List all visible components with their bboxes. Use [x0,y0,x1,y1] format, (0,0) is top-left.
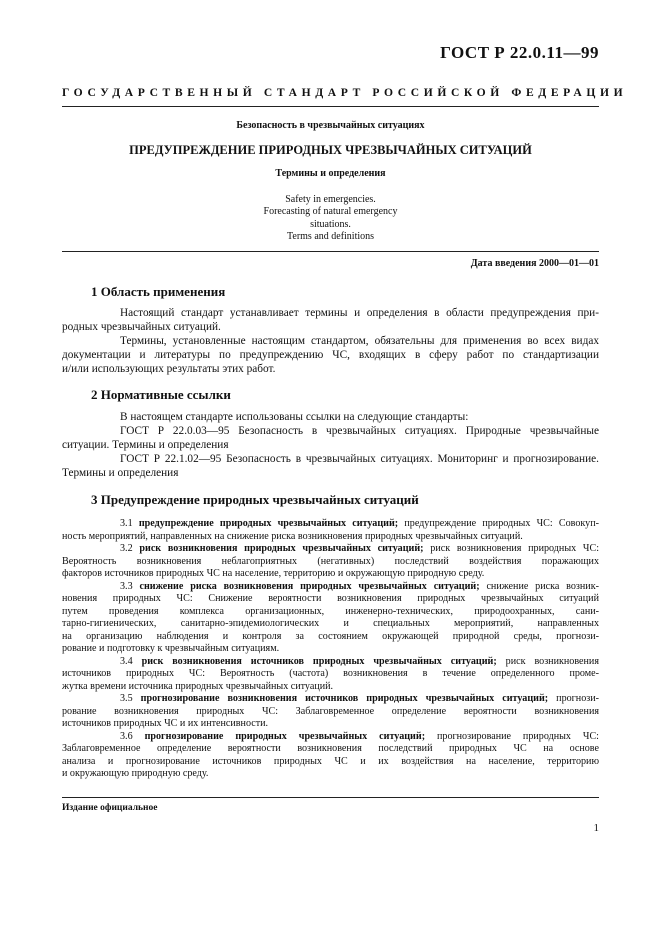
section1-body [62,307,599,377]
date-introduction: Дата введения 2000—01—01 [470,258,599,269]
term-line [62,581,599,594]
text-line: В настоящем стандарте использованы ссылки на следующие стандарты: [120,411,469,423]
term-line [62,693,599,706]
text-line: тарно-гигиенических, санитарно-эпидемиологических и специальных мероприятий, направленных [62,618,599,629]
text-line: документации и литературы по предупреждению ЧС, входящих в сферу работ по стандартизации [62,348,599,361]
term-number: 3.5 [120,693,133,704]
main-title: ПРЕДУПРЕЖДЕНИЕ ПРИРОДНЫХ ЧРЕЗВЫЧАЙНЫХ СИТУАЦИЙ [129,143,532,157]
text-line: и окружающую природную среду. [62,768,209,779]
term-name: снижение риска возникновения природных чрезвычайных ситуаций; [139,580,480,592]
text-line: ность мероприятий, направленных на снижение риска возникновения природных чрезвычайных ситуаций. [62,530,523,542]
english-title [62,194,599,244]
term-text: риск возникновения [505,655,599,667]
term-number: 3.4 [120,655,133,667]
term-text: риск возникновения природных ЧС: [430,543,600,554]
text-line: Термины, установленные настоящим стандартом, обязательны для применения во всех видах [120,334,599,347]
term-line [62,543,599,556]
text-line: путем проведения комплекса организационных, инженерно-технических, природоохранных, сани- [62,605,599,617]
term-number: 3.6 [120,730,133,742]
term-name: риск возникновения источников природных чрезвычайных ситуаций; [141,655,497,667]
header-rule [62,106,599,107]
text-line: новения природных ЧС: Снижение вероятности возникновения природных чрезвычайных ситуаций [62,593,599,604]
text-line: ситуации. Термины и определения [62,438,229,451]
text-line: источников природных ЧС: Вероятность (частота) возникновения в течение определенного проме- [62,668,599,679]
term-text: предупреждение природных ЧС: Совокуп- [404,518,599,529]
english-title-line: Terms and definitions [286,231,375,243]
footer-rule [62,797,599,798]
text-line: источников природных ЧС и их интенсивности. [62,718,269,729]
english-title-line: Forecasting of natural emergency [263,206,398,218]
gost-number: ГОСТ Р 22.0.11—99 [440,43,599,62]
section3-body [62,518,599,781]
text-line: Заблаговременное определение вероятности возникновения последствий природных ЧС на основе [62,743,599,754]
date-rule [62,251,599,252]
section3-heading: 3 Предупреждение природных чрезвычайных ситуаций [91,492,419,507]
term-text: снижение риска возник- [486,580,599,592]
text-line: ГОСТ Р 22.1.02—95 Безопасность в чрезвычайных ситуациях. Мониторинг и прогнозирование. [120,452,599,465]
term-number: 3.2 [120,543,133,554]
section2-body [62,411,599,481]
section2-heading: 2 Нормативные ссылки [91,387,231,402]
term-line [62,731,599,744]
term-name: риск возникновения природных чрезвычайных ситуаций; [139,543,424,554]
text-line: жутка времени источника природных чрезвычайных ситуаций. [62,680,334,692]
series-title: Безопасность в чрезвычайных ситуациях [236,120,425,131]
subtitle: Термины и определения [275,168,386,179]
term-name: прогнозирование возникновения источников природных чрезвычайных ситуаций; [140,693,549,704]
term-number: 3.1 [120,518,133,529]
official-edition-note: Издание официальное [62,803,158,813]
term-line [62,656,599,669]
text-line: факторов источников природных ЧС на население, территорию и окружающую природную среду. [62,568,485,579]
section1-heading: 1 Область применения [91,284,226,299]
english-title-line: Safety in emergencies. [285,194,376,205]
state-standard-banner: ГОСУДАРСТВЕННЫЙ СТАНДАРТ РОССИЙСКОЙ ФЕДЕРАЦИИ [62,86,628,99]
text-line: и/или использующих результаты этих работ. [62,362,276,375]
text-line: Термины и определения [62,466,179,479]
text-line: на организацию наблюдения и контроля за состоянием окружающей природной среды, прогнози- [62,630,599,642]
text-line: Настоящий стандарт устанавливает термины и определения в области предупреждения при- [120,307,599,319]
page-number: 1 [593,822,599,834]
english-title-line: situations. [310,218,351,230]
text-line: рование и подготовку к чрезвычайным ситуациям. [62,643,280,654]
term-name: предупреждение природных чрезвычайных ситуаций; [138,518,399,529]
text-line: анализа и прогнозирование источников природных ЧС и их воздействия на население, территорию [62,755,599,767]
text-line: Вероятность возникновения неблагоприятных (негативных) последствий воздействия поражающих [62,555,599,567]
term-text: прогнозирование природных ЧС: [437,730,599,742]
term-text: прогнози- [556,693,600,704]
term-line [62,518,599,531]
text-line: родных чрезвычайных ситуаций. [62,320,221,333]
term-name: прогнозирование природных чрезвычайных ситуаций; [144,730,426,742]
term-number: 3.3 [120,580,133,592]
text-line: рование возникновения природных ЧС: Заблаговременное определение вероятности возникновения [62,705,599,717]
text-line: ГОСТ Р 22.0.03—95 Безопасность в чрезвычайных ситуациях. Природные чрезвычайные [120,424,599,437]
